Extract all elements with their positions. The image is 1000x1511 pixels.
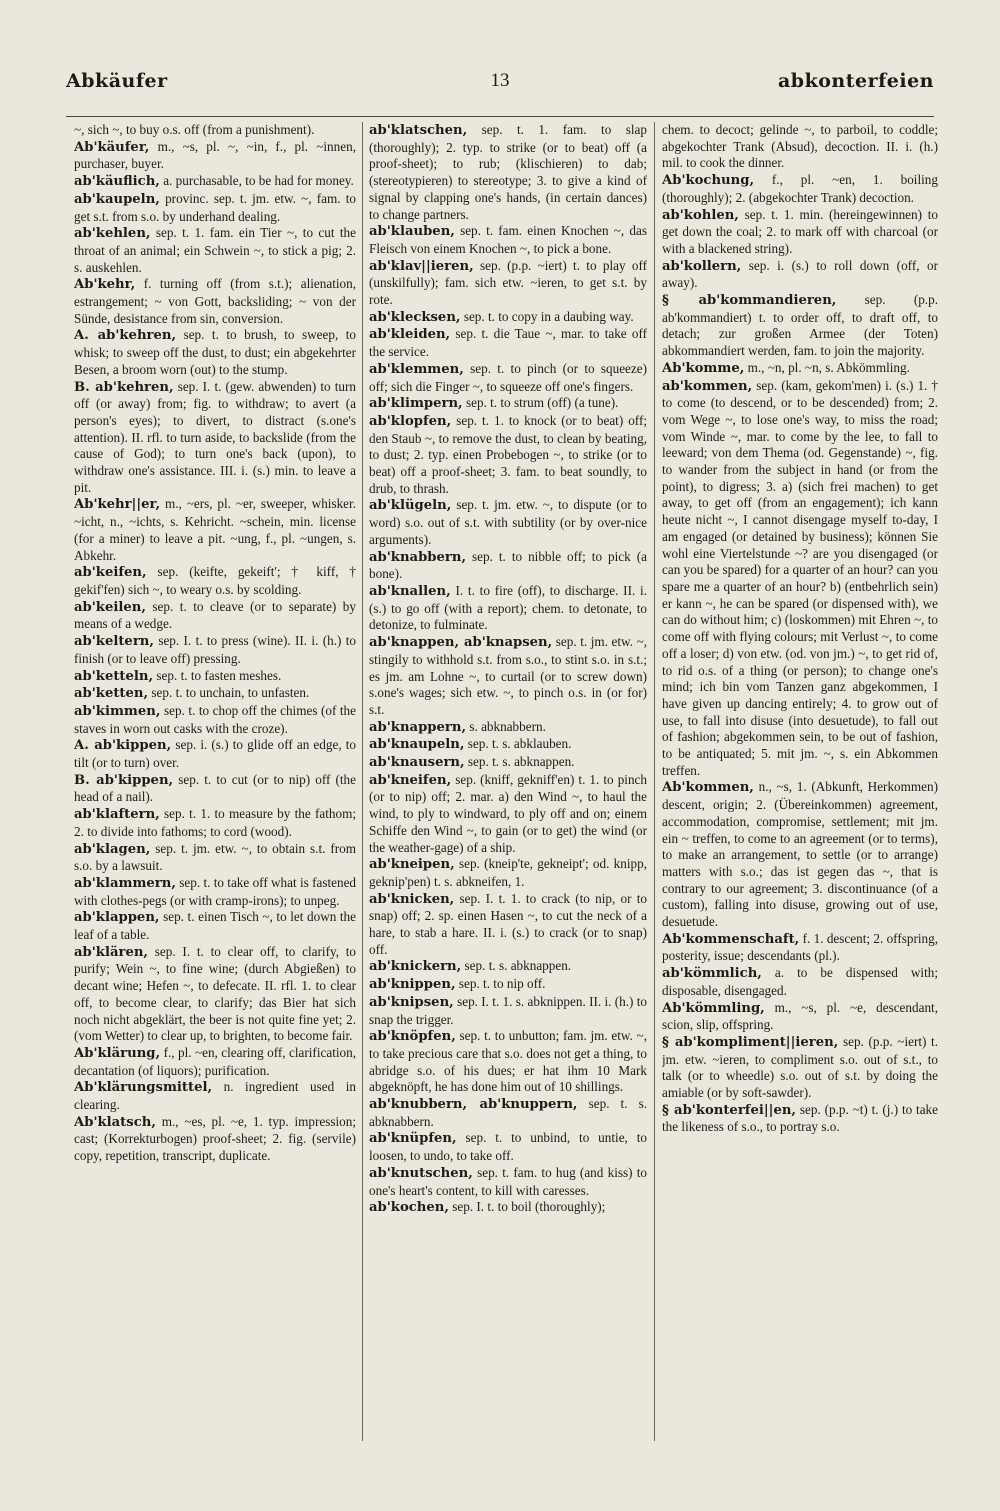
entry-definition: sep. t. fam. einen Knochen ~, das Fleisch von einem Knochen ~, to pick a bone. xyxy=(369,223,647,256)
dictionary-entry xyxy=(662,292,938,360)
entry-definition: sep. (kneip'te, gekneipt'; od. knipp, geknip'pen) t. s. abkneifen, 1. xyxy=(369,856,647,889)
entry-definition: sep. t. die Taue ~, mar. to take off the service. xyxy=(369,326,647,360)
entry-definition: ~, sich ~, to buy o.s. off (from a punishment). xyxy=(74,122,315,137)
entry-definition: sep. i. (s.) to roll down (off, or away). xyxy=(662,257,938,291)
entry-headword: ab'keilen, xyxy=(74,599,146,615)
entry-definition: f. turning off (from s.t.); alienation, estrangement; ~ von Gott, backsliding; ~ von der Sünde, desistance from sin, conversion. xyxy=(74,276,356,326)
dictionary-entry xyxy=(369,1096,647,1130)
entry-headword: § ab'kompliment||ieren, xyxy=(662,1034,839,1050)
dictionary-entry xyxy=(369,994,647,1028)
dictionary-entry xyxy=(74,276,356,327)
dictionary-entry xyxy=(74,1045,356,1079)
entry-headword: ab'ketteln, xyxy=(74,668,154,684)
entry-headword: ab'knappern, xyxy=(369,719,467,735)
dictionary-entry xyxy=(74,772,356,806)
dictionary-entry xyxy=(662,207,938,258)
entry-definition: sep. t. to take off what is fastened with clothes-pegs (or with cramp-irons); to unpeg. xyxy=(74,874,356,908)
entry-definition: sep. (p.p. ~t) t. (j.) to take the likeness of s.o., to portray s.o. xyxy=(662,1101,938,1135)
entry-headword: Ab'kehr||er, xyxy=(74,497,161,513)
dictionary-entry xyxy=(369,772,647,857)
column-1 xyxy=(74,122,356,1451)
entry-headword: ab'klecksen, xyxy=(369,309,461,325)
entry-headword: ab'kehlen, xyxy=(74,226,151,242)
dictionary-entry xyxy=(369,891,647,959)
entry-definition: sep. t. fam. to hug (and kiss) to one's heart's content, to kill with caresses. xyxy=(369,1164,647,1198)
dictionary-entry xyxy=(369,395,647,413)
entry-headword: ab'klaftern, xyxy=(74,807,160,823)
entry-headword: ab'klammern, xyxy=(74,875,176,891)
entry-headword: ab'klären, xyxy=(74,944,149,960)
entry-definition: I. t. to fire (off), to discharge. II. i. (s.) to go off (with a report); chem. to detonate, to detonize, to fulminate. xyxy=(369,582,647,633)
entry-definition: sep. t. einen Tisch ~, to let down the leaf of a table. xyxy=(74,909,356,943)
entry-definition: sep. (p.p. ~iert) t. to play off (unskilfully); fam. sich etw. ~ieren, to get s.t. by rote. xyxy=(369,257,647,308)
entry-definition: sep. t. 1. fam. to slap (thoroughly); 2. typ. to strike (or to beat) off (a proof-sheet); to rub; (klischieren) to dab; (stereotypieren) to stereotype; 3. to give a kind of signal by clapping one's hands, (in certain dances) to change partners. xyxy=(369,122,647,222)
dictionary-entry xyxy=(369,958,647,976)
dictionary-entry xyxy=(74,1079,356,1113)
entry-definition: a. to be dispensed with; disposable, disengaged. xyxy=(662,965,938,998)
running-header xyxy=(66,70,934,110)
dictionary-entry xyxy=(74,909,356,943)
entry-definition: provinc. sep. t. jm. etw. ~, fam. to get s.t. from s.o. by underhand dealing. xyxy=(74,190,356,224)
entry-definition: sep. t. to brush, to sweep, to whisk; to sweep off the dust, to dust; ein abgekehrter Besen, a broom worn (out) to the stump. xyxy=(74,327,356,377)
entry-headword: ab'knöpfen, xyxy=(369,1029,456,1045)
entry-definition: sep. t. to nibble off; to pick (a bone). xyxy=(369,548,647,582)
entry-definition: sep. t. to strum (off) (a tune). xyxy=(465,395,619,411)
entry-definition: sep. t. 1. to measure by the fathom; 2. to divide into fathoms; to cord (wood). xyxy=(74,806,356,839)
entry-definition: m., ~ers, pl. ~er, sweeper, whisker. ~icht, n., ~ichts, s. Kehricht. ~schein, min. license (for a miner) to leave a pit. ~ung, f., pl. ~ungen, s. Abkehr. xyxy=(74,496,356,563)
entry-headword: Ab'kochung, xyxy=(662,173,755,189)
dictionary-entry xyxy=(74,496,356,564)
entry-definition: a. purchasable, to be had for money. xyxy=(163,173,354,189)
dictionary-entry xyxy=(662,1102,938,1136)
entry-headword: Ab'klärungsmittel, xyxy=(74,1080,213,1096)
entry-definition: sep. t. 1. min. (hereingewinnen) to get down the coal; 2. to mark off with charcoal (or with a blackened string). xyxy=(662,206,938,256)
header-first-word: Abkäufer xyxy=(66,70,168,92)
entry-definition: sep. t. to unbind, to untie, to loosen, to undo, to take off. xyxy=(369,1130,647,1164)
entry-definition: sep. (p.p. ~iert) t. jm. etw. ~ieren, to compliment s.o. out of s.t., to talk (or to wheedle) s.o. out of s.t. by doing the amiable (or by soft-sawder). xyxy=(662,1033,938,1101)
dictionary-entry xyxy=(74,191,356,225)
dictionary-entry xyxy=(74,841,356,875)
dictionary-entry xyxy=(74,875,356,909)
dictionary-entry xyxy=(662,172,938,206)
entry-definition: sep. t. to pinch (or to squeeze) off; sich die Finger ~, to squeeze off one's fingers. xyxy=(369,360,647,394)
entry-definition: sep. t. s. abknabbern. xyxy=(369,1096,647,1129)
entry-definition: sep. t. jm. etw. ~, to dispute (or to word) s.o. out of s.t. with subtility (or by over-nice arguments). xyxy=(369,497,647,547)
dictionary-entry xyxy=(662,965,938,999)
entry-headword: ab'knubbern, ab'knuppern, xyxy=(369,1097,578,1113)
entry-headword: ab'knutschen, xyxy=(369,1165,473,1181)
entry-headword: ab'knaupeln, xyxy=(369,737,465,753)
dictionary-entry xyxy=(369,736,647,754)
dictionary-entry xyxy=(369,413,647,498)
entry-headword: B. ab'kehren, xyxy=(74,379,174,395)
entry-definition: sep. t. s. abknappen. xyxy=(464,958,572,974)
dictionary-entry xyxy=(74,225,356,276)
entry-headword: B. ab'kippen, xyxy=(74,772,174,788)
entry-headword: Ab'komme, xyxy=(662,360,745,376)
dictionary-entry xyxy=(369,309,647,327)
dictionary-entry xyxy=(74,703,356,737)
entry-headword: ab'klopfen, xyxy=(369,413,452,429)
entry-definition: sep. t. to nip off. xyxy=(458,976,546,992)
entry-definition: sep. t. s. abklauben. xyxy=(467,736,572,752)
entry-headword: ab'kochen, xyxy=(369,1200,449,1216)
dictionary-entry xyxy=(369,1130,647,1164)
entry-headword: ab'kömmlich, xyxy=(662,966,762,982)
dictionary-entry xyxy=(74,379,356,497)
entry-headword: ab'kneifen, xyxy=(369,772,452,788)
header-rule xyxy=(66,116,934,117)
entry-headword: ab'klügeln, xyxy=(369,498,452,514)
entry-headword: ab'klimpern, xyxy=(369,396,463,412)
entry-headword: ab'kollern, xyxy=(662,258,742,274)
entry-definition: sep. t. jm. etw. ~, to obtain s.t. from s.o. by a lawsuit. xyxy=(74,840,356,874)
entry-headword: ab'kneipen, xyxy=(369,857,455,873)
column-divider xyxy=(362,122,363,1441)
dictionary-entry xyxy=(369,856,647,890)
dictionary-entry xyxy=(369,497,647,548)
entry-headword: ab'knausern, xyxy=(369,755,465,771)
entry-headword: ab'kleiden, xyxy=(369,327,451,343)
entry-headword: A. ab'kippen, xyxy=(74,738,172,754)
entry-definition: n. ingredient used in clearing. xyxy=(74,1079,356,1113)
entry-definition: sep. t. to fasten meshes. xyxy=(156,667,282,683)
entry-definition: sep. I. t. 1. s. abknippen. II. i. (h.) to snap the trigger. xyxy=(369,993,647,1027)
entry-definition: sep. t. 1. to knock (or to beat) off; den Staub ~, to remove the dust, to clean by beating, to dust; 2. typ. einen Probebogen ~, to strike (or to beat) off a proof-sheet; 3. fam. to beat soundly, to drub, to thrash. xyxy=(369,412,647,496)
dictionary-entry xyxy=(369,258,647,309)
dictionary-entry xyxy=(74,122,356,139)
entry-headword: ab'keifen, xyxy=(74,565,147,581)
entry-headword: § ab'kommandieren, xyxy=(662,293,837,309)
entry-definition: sep. I. t. 1. to crack (to nip, or to snap) off; 2. sp. einen Hasen ~, to cut the neck of a hare, to stab a hare. II. i. (s.) to crack (or to snap) off. xyxy=(369,890,647,957)
entry-headword: Ab'kommenschaft, xyxy=(662,931,800,947)
dictionary-entry xyxy=(369,634,647,719)
entry-headword: ab'klemmen, xyxy=(369,361,464,377)
entry-definition: m., ~es, pl. ~e, 1. typ. impression; cast; (Korrekturbogen) proof-sheet; 2. fig. (servile) copy, repetition, transcript, duplicate. xyxy=(74,1113,356,1164)
entry-headword: Ab'kömmling, xyxy=(662,1000,765,1016)
dictionary-entry xyxy=(369,549,647,583)
dictionary-entry xyxy=(74,685,356,703)
entry-headword: ab'klagen, xyxy=(74,841,151,857)
dictionary-entry xyxy=(369,719,647,737)
entry-headword: Ab'klatsch, xyxy=(74,1114,156,1130)
entry-definition: sep. t. s. abknappen. xyxy=(467,754,575,770)
entry-headword: ab'knallen, xyxy=(369,583,451,599)
entry-definition: sep. t. to cut (or to nip) off (the head of a nail). xyxy=(74,771,356,805)
dictionary-entry xyxy=(369,976,647,994)
entry-definition: sep. I. t. (gew. abwenden) to turn off (or away) from; fig. to withdraw; to avert (a person's eyes); to divert, to distract (s.one's attention). II. rfl. to turn aside, to backslide (from the cause of God); to turn one's back (upon), to withdraw one's assistance. III. i. (s.) min. to leave a pit. xyxy=(74,378,356,495)
entry-definition: chem. to decoct; gelinde ~, to parboil, to coddle; abgekochter Trank (Absud), decoction. II. i. (h.) mil. to cook the dinner. xyxy=(662,122,938,171)
column-2 xyxy=(369,122,647,1451)
dictionary-entry xyxy=(369,754,647,772)
entry-headword: ab'knabbern, xyxy=(369,549,467,565)
entry-definition: f. 1. descent; 2. offspring, posterity, issue; descendants (pl.). xyxy=(662,930,938,964)
header-last-word: abkonterfeien xyxy=(777,70,934,92)
dictionary-entry xyxy=(74,599,356,633)
page-number: 13 xyxy=(490,70,510,91)
entry-headword: ab'klappen, xyxy=(74,910,160,926)
entry-definition: sep. I. t. to press (wine). II. i. (h.) to finish (or to leave off) pressing. xyxy=(74,633,356,666)
entry-headword: Ab'klärung, xyxy=(74,1045,161,1061)
dictionary-entry xyxy=(369,583,647,634)
dictionary-entry xyxy=(74,737,356,771)
entry-headword: ab'knippen, xyxy=(369,977,456,993)
entry-definition: sep. I. t. to boil (thoroughly); xyxy=(452,1199,606,1215)
entry-headword: Ab'kehr, xyxy=(74,277,136,293)
entry-definition: sep. I. t. to clear off, to clarify, to purify; Wein ~, to fine wine; (durch Abgießen) to decant wine; Hefen ~, to defecate. II. rfl. 1. to clear off, to become clear, to clarify; das Bier hat sich noch nicht abgeklärt, the beer is not quite fine yet; 2. (vom Wetter) to clear up, to brighten, to become fair. xyxy=(74,943,356,1044)
dictionary-entry xyxy=(74,633,356,667)
entry-definition: sep. t. to unchain, to unfasten. xyxy=(151,685,310,701)
entry-definition: sep. (kam, gekom'men) i. (s.) 1. † to come (to descend, or to be descended) from; 2. vom Wege ~, to lose one's way, to miss the road; vom Winde ~, mar. to come by the lee, to fall to leeward; von dem Thema (od. Gegenstande) ~, fig. to wander from the subject in hand (or from the point), to digress; 3. a) (sich frei machen) to get away, to get off (from an engagement); ich kann heute nicht ~, I cannot disengage myself to-day, I am engaged (or detained by business); können Sie wohl eine Viertelstunde ~? are you disengaged (or can you be spared) for a quarter of an hour? can you spare me a quarter of an hour? b) (entbehrlich sein) er kann ~, he can be spared (or dispensed with), we can do without him; c) (loskommen) mit Ehren ~, to come off with flying colours; mit Verlust ~, to come off a loser; d) von etw. (od. von jm.) ~, to get rid of, to rid o.s. of a thing (or person); to change one's mind; ich bin vom Tanzen ganz abgekommen, I have given up dancing entirely; 4. to grow out of use, to fall into disuse (into desuetude), to fall out of fashion; abgekommen sein, to be out of fashion, to be antiquated; 5. mit jm. ~, s. ein Abkommen treffen. xyxy=(662,377,938,778)
entry-definition: sep. t. to chop off the chimes (of the staves in worn out casks with the croze). xyxy=(74,702,356,736)
dictionary-entry xyxy=(662,378,938,780)
dictionary-entry xyxy=(74,944,356,1045)
dictionary-entry xyxy=(662,931,938,965)
dictionary-entry xyxy=(74,668,356,686)
entry-headword: ab'keltern, xyxy=(74,634,154,650)
entry-headword: ab'kimmen, xyxy=(74,703,161,719)
column-3 xyxy=(662,122,938,1451)
entry-headword: ab'ketten, xyxy=(74,686,149,702)
entry-definition: m., ~s, pl. ~, ~in, f., pl. ~innen, purchaser, buyer. xyxy=(74,138,356,172)
entry-headword: ab'knüpfen, xyxy=(369,1131,457,1147)
entry-definition: m., ~s, pl. ~e, descendant, scion, slip, offspring. xyxy=(662,999,938,1033)
entry-headword: Ab'kommen, xyxy=(662,780,754,796)
column-divider xyxy=(654,122,655,1441)
entry-definition: sep. (kniff, gekniff'en) t. 1. to pinch (or to nip) off; 2. mar. a) den Wind ~, to haul the wind, to ply to windward, to ply off and on; einem Schiffe den Wind ~, to gain (or to get) the wind (or the weather-gage) of a ship. xyxy=(369,771,647,855)
dictionary-entry xyxy=(74,327,356,378)
entry-headword: § ab'konterfei||en, xyxy=(662,1102,797,1118)
dictionary-entry xyxy=(662,122,938,172)
dictionary-entry xyxy=(74,806,356,840)
dictionary-entry xyxy=(662,258,938,292)
entry-headword: ab'knipsen, xyxy=(369,994,454,1010)
entry-definition: sep. t. to copy in a daubing way. xyxy=(463,308,634,324)
dictionary-entry xyxy=(662,360,938,378)
entry-headword: ab'klav||ieren, xyxy=(369,258,474,274)
entry-headword: ab'knicken, xyxy=(369,891,455,907)
dictionary-entry xyxy=(74,139,356,173)
dictionary-entry xyxy=(662,1000,938,1034)
entry-headword: ab'klauben, xyxy=(369,224,455,240)
entry-definition: sep. t. to cleave (or to separate) by means of a wedge. xyxy=(74,598,356,632)
entry-definition: sep. t. 1. fam. ein Tier ~, to cut the throat of an animal; ein Schwein ~, to stick a pig; 2. s. auskehlen. xyxy=(74,225,356,275)
dictionary-entry xyxy=(74,1114,356,1165)
dictionary-entry xyxy=(369,1028,647,1096)
entry-headword: ab'kommen, xyxy=(662,378,753,394)
dictionary-entry xyxy=(662,779,938,930)
entry-headword: ab'kohlen, xyxy=(662,207,739,223)
entry-definition: s. abknabbern. xyxy=(469,718,546,734)
dictionary-entry xyxy=(369,1199,647,1217)
entry-definition: n., ~s, 1. (Abkunft, Herkommen) descent, origin; 2. (Übereinkommen) agreement, accommodation, compromise, settlement; mit jm. ein ~ treffen, to come to an agreement (or to terms), to make an arrangement, to settle (or to arrange) matters with s.o.; das ist gegen das ~, that is contrary to our agreement; 3. discontinuance (of a custom), falling into disuse, growing out of use, desuetude. xyxy=(662,779,938,930)
dictionary-entry xyxy=(662,1034,938,1102)
dictionary-entry xyxy=(369,122,647,223)
entry-headword: ab'klatschen, xyxy=(369,123,468,138)
entry-headword: Ab'käufer, xyxy=(74,139,150,155)
entry-definition: m., ~n, pl. ~n, s. Abkömmling. xyxy=(747,359,910,375)
dictionary-entry xyxy=(74,564,356,598)
entry-definition: f., pl. ~en, 1. boiling (thoroughly); 2. (abgekochter Trank) decoction. xyxy=(662,172,938,205)
entry-definition: sep. (p.p. ab'kommandiert) t. to order off, to draft off, to detach; zur großen Armee (der Toten) abkommandiert werden, fam. to join the majority. xyxy=(662,292,938,359)
entry-headword: A. ab'kehren, xyxy=(74,328,177,344)
entry-definition: sep. (keifte, gekeift'; † kiff, † gekif'fen) sich ~, to weary o.s. by scolding. xyxy=(74,564,356,597)
dictionary-entry xyxy=(369,1165,647,1199)
entry-definition: sep. t. jm. etw. ~, stingily to withhold s.t. from s.o., to stint s.o. in s.t.; es jm. am Lohne ~, to curtail (or to screw down) s.one's wages; sich etw. ~, to pinch o.s. in (or for) s.t. xyxy=(369,634,647,717)
dictionary-entry xyxy=(369,361,647,395)
dictionary-entry xyxy=(74,173,356,191)
entry-headword: ab'käuflich, xyxy=(74,174,160,190)
entry-headword: ab'knickern, xyxy=(369,959,462,975)
entry-headword: ab'kaupeln, xyxy=(74,191,160,207)
dictionary-entry xyxy=(369,326,647,360)
entry-definition: sep. i. (s.) to glide off an edge, to tilt (or to turn) over. xyxy=(74,737,356,771)
dictionary-entry xyxy=(369,223,647,257)
entry-definition: sep. t. to unbutton; fam. jm. etw. ~, to take precious care that s.o. does not get a thing, to abridge s.o. of his dues; er hat ihm 10 Mark abgeknöpft, he has done him out of 10 shillings. xyxy=(369,1028,647,1095)
entry-headword: ab'knappen, ab'knapsen, xyxy=(369,635,553,651)
entry-definition: f., pl. ~en, clearing off, clarification, decantation (of liquors); purification. xyxy=(74,1044,356,1078)
